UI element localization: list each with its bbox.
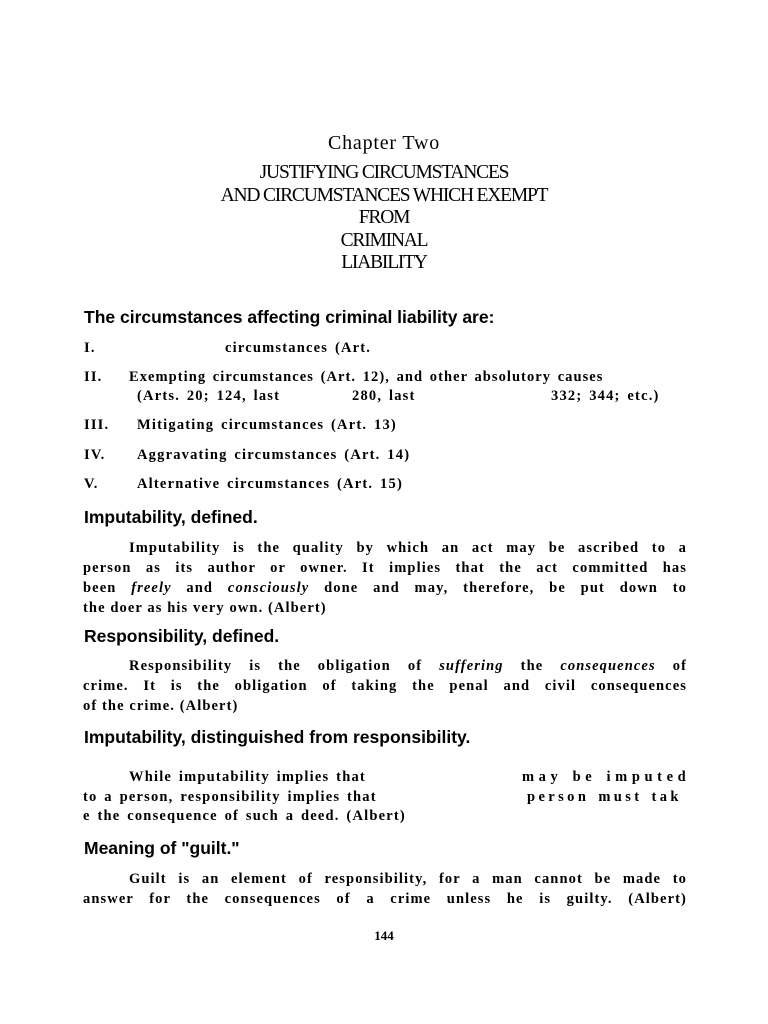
paragraph-line: crime. It is the obligation of taking the penal and civil consequences <box>83 678 687 694</box>
guilt-paragraph <box>83 869 687 909</box>
chapter-title-line: CRIMINAL <box>340 229 428 251</box>
emphasis-text: freely <box>131 580 172 596</box>
chapter-title-line: LIABILITY <box>341 252 427 273</box>
section-heading-responsibility: Responsibility, defined. <box>84 626 280 646</box>
list-item-number: III. <box>84 417 110 433</box>
text-run: the <box>520 658 544 674</box>
paragraph-line <box>83 578 687 598</box>
text-run: and <box>186 580 214 596</box>
paragraph-line: While imputability implies that <box>129 769 366 785</box>
list-item-text-continued: 332; 344; etc.) <box>551 388 660 404</box>
section-heading-guilt: Meaning of "guilt." <box>84 838 240 858</box>
paragraph-line: person as its author or owner. It implies that the act committed has <box>83 560 687 576</box>
chapter-title-line: AND CIRCUMSTANCES WHICH EXEMPT <box>220 184 548 206</box>
emphasis-text: suffering <box>439 658 504 674</box>
emphasis-text: consciously <box>227 580 310 596</box>
text-run: of <box>672 658 687 674</box>
paragraph-line: to a person, responsibility implies that <box>83 789 377 805</box>
page-number: 144 <box>374 928 394 943</box>
list-item-number: I. <box>84 340 96 356</box>
imputability-paragraph <box>83 538 687 618</box>
paragraph-line: of the crime. (Albert) <box>83 698 239 714</box>
section-heading-imputability: Imputability, defined. <box>84 507 258 527</box>
paragraph-line <box>83 656 687 676</box>
emphasis-text: consequences <box>560 658 656 674</box>
list-item-text: Mitigating circumstances (Art. 13) <box>137 417 397 433</box>
list-item-number: IV. <box>84 447 106 463</box>
chapter-label: Chapter Two <box>327 132 440 154</box>
paragraph-line: the doer as his very own. (Albert) <box>83 600 327 616</box>
chapter-title-line: JUSTIFYING CIRCUMSTANCES <box>259 162 509 183</box>
list-item-text: circumstances (Art. <box>225 340 372 356</box>
paragraph-line: may be imputed <box>522 769 691 785</box>
list-item-text-continued: (Arts. 20; 124, last <box>137 388 281 404</box>
text-run: been <box>83 580 117 596</box>
list-item-number: V. <box>84 476 99 492</box>
section-heading-distinguished: Imputability, distinguished from responsibility. <box>84 727 471 747</box>
paragraph-line: answer for the consequences of a crime unless he is guilty. (Albert) <box>83 891 687 907</box>
section-heading-circumstances: The circumstances affecting criminal liability are: <box>84 307 495 327</box>
paragraph-line: Imputability is the quality by which an act may be ascribed to a <box>129 540 687 556</box>
list-item-text: Aggravating circumstances (Art. 14) <box>137 447 411 463</box>
chapter-title-line: FROM <box>358 207 410 228</box>
text-run: Responsibility is the obligation of <box>129 658 423 674</box>
chapter-title <box>0 162 768 275</box>
list-item-text-continued: 280, last <box>352 388 416 404</box>
text-run: done and may, therefore, be put down to <box>324 580 688 596</box>
list-item-text: Exempting circumstances (Art. 12), and other absolutory causes <box>129 369 604 385</box>
paragraph-line: e the consequence of such a deed. (Albert) <box>83 808 406 824</box>
list-item-number: II. <box>84 369 103 385</box>
responsibility-paragraph <box>83 656 687 716</box>
paragraph-line: person must tak <box>527 789 682 805</box>
paragraph-line: Guilt is an element of responsibility, for a man cannot be made to <box>129 871 687 887</box>
list-item-text: Alternative circumstances (Art. 15) <box>137 476 403 492</box>
